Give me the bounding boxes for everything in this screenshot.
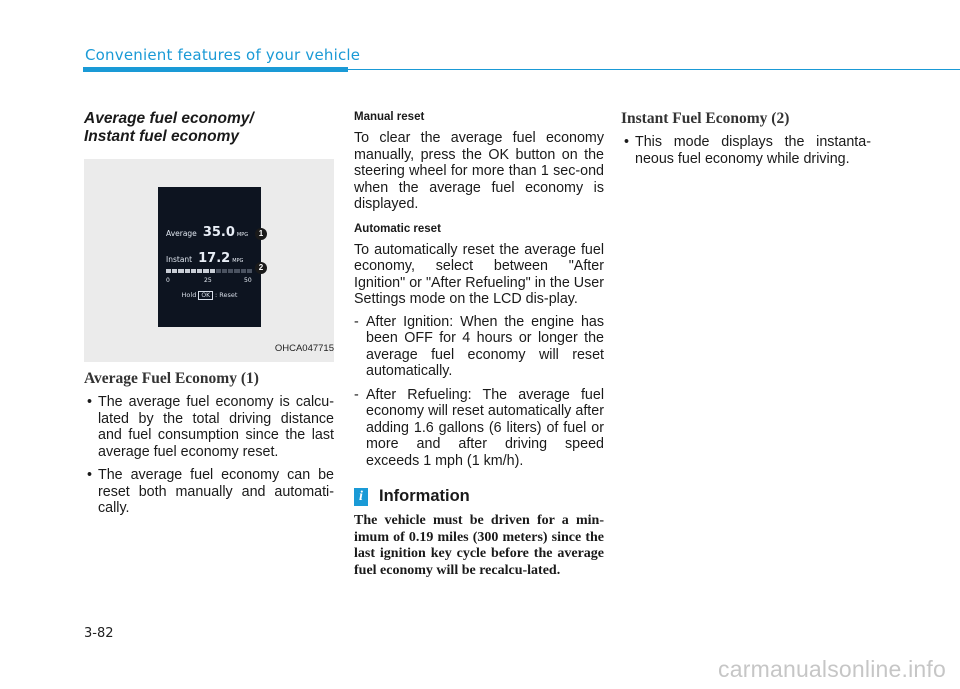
bullet-item: • The average fuel economy can be reset both manually and automati-cally.	[84, 467, 334, 517]
fuel-economy-gauge	[166, 269, 252, 273]
manual-reset-heading: Manual reset	[354, 111, 425, 123]
average-bullets	[84, 394, 334, 517]
reset-options	[354, 314, 604, 470]
information-text: The vehicle must be driven for a min-imum of 0.19 miles (300 meters) since the last ignition key cycle before the average fuel economy will be recalcu-lated.	[354, 513, 604, 578]
info-icon: i	[354, 488, 368, 506]
heading-line-1: Average fuel economy/	[84, 110, 254, 127]
average-fuel-economy-heading: Average Fuel Economy (1)	[84, 370, 259, 387]
gauge-segment	[241, 269, 246, 273]
page-number: 3-82	[84, 626, 114, 641]
instant-unit: MPG	[232, 258, 244, 264]
gauge-segment	[222, 269, 227, 273]
section-heading	[84, 110, 334, 146]
gauge-segment	[203, 269, 208, 273]
information-header	[354, 487, 604, 506]
cluster-figure	[84, 159, 334, 362]
gauge-segment	[216, 269, 221, 273]
callout-1: 1	[255, 228, 267, 240]
instant-value: 17.2	[198, 251, 231, 266]
hold-reset-hint	[158, 291, 261, 300]
column-3	[621, 110, 871, 174]
gauge-segment	[197, 269, 202, 273]
instant-row	[166, 251, 243, 266]
reset-text: : Reset	[215, 291, 238, 299]
header-accent-bar	[83, 67, 348, 72]
automatic-reset-heading: Automatic reset	[354, 222, 441, 235]
figure-code: OHCA047715	[274, 343, 334, 354]
instant-label: Instant	[166, 255, 193, 264]
ok-key-icon: OK	[198, 291, 213, 300]
average-value: 35.0	[202, 225, 235, 240]
scale-max: 50	[244, 277, 252, 284]
callout-2: 2	[255, 262, 267, 274]
gauge-segment	[172, 269, 177, 273]
section-title: Convenient features of your vehicle	[85, 46, 361, 64]
scale-mid: 25	[204, 277, 212, 284]
automatic-reset-text: To automatically reset the average fuel economy, select between "After Ignition" or "After Refueling" in the User Settings mode on the LCD dis-play.	[354, 241, 604, 307]
heading-line-2: Instant fuel economy	[84, 128, 240, 145]
average-unit: MPG	[236, 232, 249, 238]
gauge-segment	[234, 269, 239, 273]
bullet-item: • The average fuel economy is calcu-lated by the total driving distance and fuel consumption since the last average fuel economy reset.	[84, 394, 334, 460]
manual-reset-text: To clear the average fuel economy manually, press the OK button on the steering wheel for more than 1 sec-ond when the average fuel economy is displayed.	[354, 130, 604, 212]
dash-item: - After Refueling: The average fuel economy will reset automatically after adding 1.6 gallons (6 liters) of fuel or more and after driving speed exceeds 1 mph (1 km/h).	[354, 387, 604, 470]
instant-fuel-economy-heading: Instant Fuel Economy (2)	[621, 110, 790, 127]
gauge-segment	[166, 269, 171, 273]
average-label: Average	[166, 229, 197, 238]
gauge-segment	[185, 269, 190, 273]
instant-bullets	[621, 134, 871, 167]
average-row	[166, 225, 248, 240]
lcd-screen	[158, 187, 261, 327]
column-2	[354, 110, 604, 579]
dash-item: - After Ignition: When the engine has been OFF for 4 hours or longer the average fuel economy will reset automatically.	[354, 314, 604, 380]
watermark: carmanualsonline.info	[718, 656, 946, 682]
gauge-segment	[228, 269, 233, 273]
bullet-item: • This mode displays the instanta-neous fuel economy while driving.	[621, 134, 871, 167]
information-title: Information	[379, 487, 470, 505]
scale-min: 0	[166, 277, 170, 284]
header-rule	[348, 69, 960, 70]
gauge-segment	[210, 269, 215, 273]
gauge-segment	[191, 269, 196, 273]
gauge-segment	[247, 269, 252, 273]
hold-text: Hold	[181, 291, 197, 299]
gauge-segment	[178, 269, 183, 273]
column-1	[84, 110, 334, 524]
